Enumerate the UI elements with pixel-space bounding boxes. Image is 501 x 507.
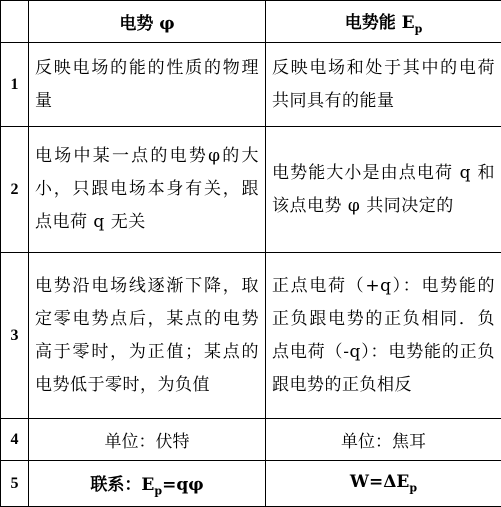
potential-energy-cell: 正点电荷（+q）：电势能的正负跟电势的正负相同．负点电荷（-q）：电势能的正负跟电势的正负相反 bbox=[266, 253, 501, 419]
potential-energy-unit-cell: 单位：焦耳 bbox=[266, 419, 501, 461]
row-number: 5 bbox=[1, 461, 29, 507]
potential-cell: 电场中某一点的电势φ的大小，只跟电场本身有关，跟点电荷 q 无关 bbox=[29, 127, 266, 253]
potential-energy-cell: 电势能大小是由点电荷 q 和该点电势 φ 共同决定的 bbox=[266, 127, 501, 253]
potential-energy-cell: 反映电场和处于其中的电荷共同具有的能量 bbox=[266, 43, 501, 127]
row-number: 4 bbox=[1, 419, 29, 461]
header-potential-energy-label: 电势能 E bbox=[345, 13, 415, 33]
potential-cell: 反映电场的能的性质的物理量 bbox=[29, 43, 266, 127]
potential-cell: 电势沿电场线逐渐下降，取定零电势点后，某点的电势高于零时，为正值；某点的电势低于零时，为负值 bbox=[29, 253, 266, 419]
work-relation-sub: p bbox=[409, 482, 417, 495]
relation-post: =qφ bbox=[162, 475, 204, 495]
table-row bbox=[1, 127, 501, 253]
table-row bbox=[1, 461, 501, 507]
header-corner bbox=[1, 1, 29, 43]
table-row bbox=[1, 253, 501, 419]
table-row bbox=[1, 43, 501, 127]
header-potential-energy-sub: p bbox=[415, 22, 423, 35]
row-number: 2 bbox=[1, 127, 29, 253]
work-relation-pre: W=ΔE bbox=[350, 472, 409, 492]
relation-cell bbox=[29, 461, 266, 507]
potential-unit-cell: 单位：伏特 bbox=[29, 419, 266, 461]
relation-pre: 联系：E bbox=[90, 475, 154, 495]
row-number: 1 bbox=[1, 43, 29, 127]
header-potential: 电势 φ bbox=[29, 1, 266, 43]
row-number: 3 bbox=[1, 253, 29, 419]
header-potential-energy bbox=[266, 1, 501, 43]
table-row bbox=[1, 419, 501, 461]
relation-sub: p bbox=[154, 484, 162, 497]
work-relation-cell bbox=[266, 461, 501, 507]
header-row bbox=[1, 1, 501, 43]
